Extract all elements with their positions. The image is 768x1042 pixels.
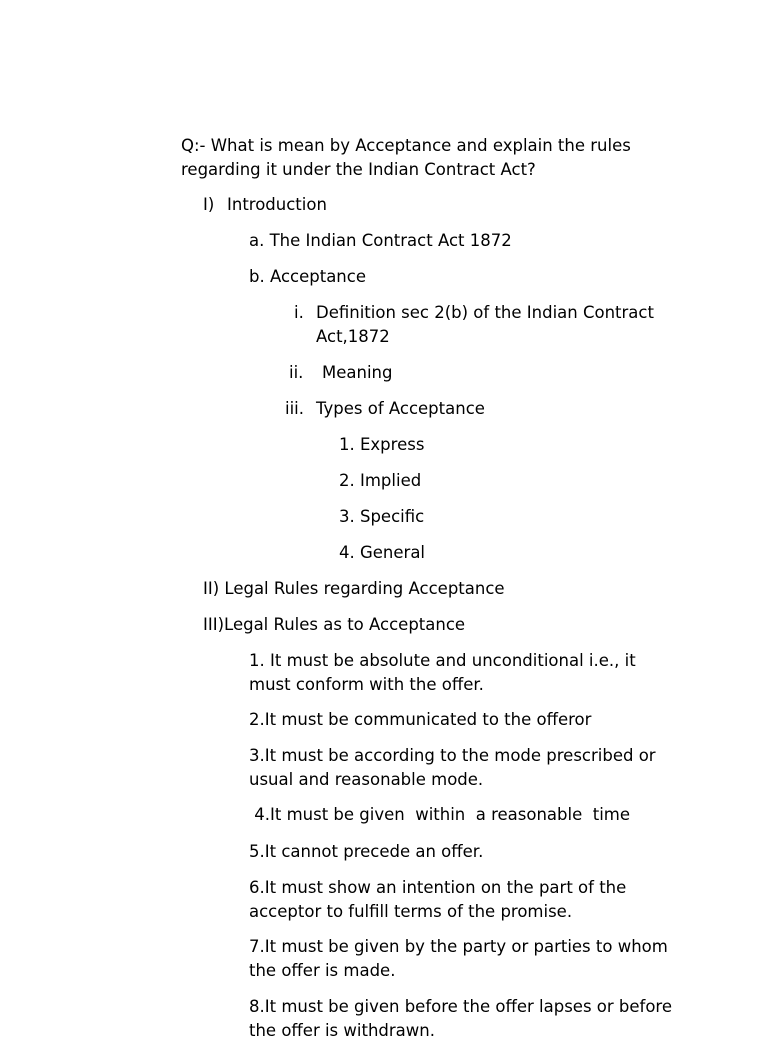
subitem-i-marker: i. (294, 303, 304, 322)
section-2-heading: II) Legal Rules regarding Acceptance (203, 579, 505, 598)
rule-item: 2.It must be communicated to the offeror (249, 710, 592, 729)
type-item: 4. General (339, 543, 426, 562)
rule-item: 1. It must be absolute and unconditional i.e., it must conform with the offer. (249, 651, 636, 694)
subitem-iii-text: Types of Acceptance (316, 399, 485, 418)
subitem-ii-marker: ii. (289, 363, 304, 382)
section-1-marker: I) (203, 195, 215, 214)
rule-item: 8.It must be given before the offer lapses or before the offer is withdrawn. (249, 997, 673, 1040)
item-a: a. The Indian Contract Act 1872 (249, 231, 512, 250)
rule-item: 7.It must be given by the party or parties to whom the offer is made. (249, 937, 668, 980)
subitem-ii-text: Meaning (322, 363, 393, 382)
subitem-i-text: Definition sec 2(b) of the Indian Contract Act,1872 (316, 303, 654, 346)
rule-item: 5.It cannot precede an offer. (249, 842, 484, 861)
type-item: 1. Express (339, 435, 425, 454)
subitem-iii-marker: iii. (285, 399, 304, 418)
section-3-heading: III)Legal Rules as to Acceptance (203, 615, 466, 634)
type-item: 3. Specific (339, 507, 425, 526)
item-b: b. Acceptance (249, 267, 366, 286)
rule-item: 3.It must be according to the mode prescribed or usual and reasonable mode. (249, 746, 656, 789)
rule-item: 4.It must be given within a reasonable time (249, 805, 631, 824)
rule-item: 6.It must show an intention on the part of the acceptor to fulfill terms of the promise. (249, 878, 627, 921)
type-item: 2. Implied (339, 471, 422, 490)
section-1-label: Introduction (227, 195, 327, 214)
question-heading: Q:- What is mean by Acceptance and explain the rules regarding it under the Indian Contract Act? (181, 136, 631, 179)
